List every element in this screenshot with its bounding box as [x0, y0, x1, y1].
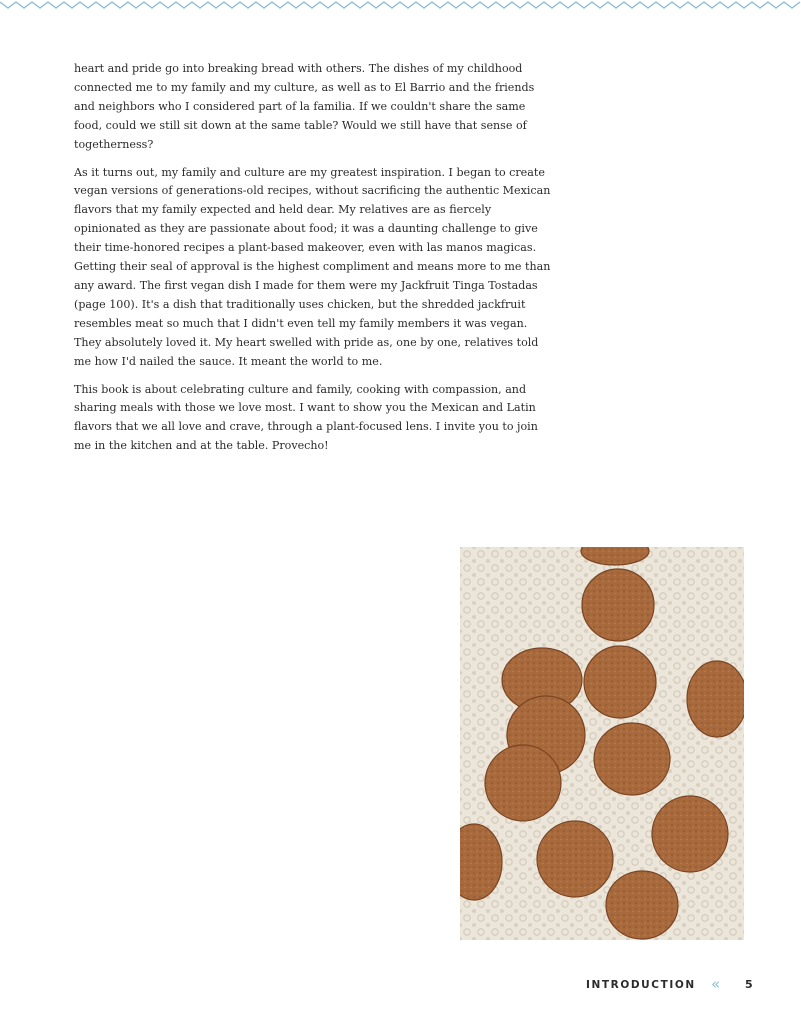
decorative-zigzag-border — [0, 0, 801, 14]
cookie — [594, 723, 670, 795]
cookie — [652, 796, 728, 872]
cookie — [485, 745, 561, 821]
double-chevron-left-icon: « — [711, 975, 721, 993]
page-number: 5 — [745, 978, 753, 991]
cookies-on-doily-photo — [460, 547, 744, 940]
cookie — [537, 821, 613, 897]
cookie — [687, 661, 744, 737]
paragraph-2: As it turns out, my family and culture are my greatest inspiration. I began to create vegan versions of generations-old recipes, without sacrificing the authentic Mexican flavors that my family expected and held dear. My relatives are as fiercely opinionated as they are passionate about food; it was a daunting challenge to give their time-honored recipes a plant-based makeover, even with las manos magicas. Getting their seal of approval is the highest compliment and means more to me than any award. The first vegan dish I made for them were my Jackfruit Tinga Tostadas (page 100). It's a dish that traditionally uses chicken, but the shredded jackfruit resembles meat so much that I didn't even tell my family members it was vegan. They absolutely loved it. My heart swelled with pride as, one by one, relatives told me how I'd nailed the sauce. It meant the world to me. — [74, 165, 551, 368]
footer-section-label: INTRODUCTION — [586, 979, 696, 991]
paragraph-3: This book is about celebrating culture and family, cooking with compassion, and sharing meals with those we love most. I want to show you the Mexican and Latin flavors that we all love and crave, through a plant-focused lens. I invite you to join me in the kitchen and at the table. Provecho! — [74, 382, 538, 453]
paragraph-1: heart and pride go into breaking bread with others. The dishes of my childhood connected me to my family and my culture, as well as to El Barrio and the friends and neighbors who I considered part of la familia. If we couldn't share the same food, could we still sit down at the same table? Would we still have that sense of togetherness? — [74, 62, 535, 151]
cookie — [584, 646, 656, 718]
cookie — [582, 569, 654, 641]
body-text — [74, 60, 556, 465]
cookie — [606, 871, 678, 939]
